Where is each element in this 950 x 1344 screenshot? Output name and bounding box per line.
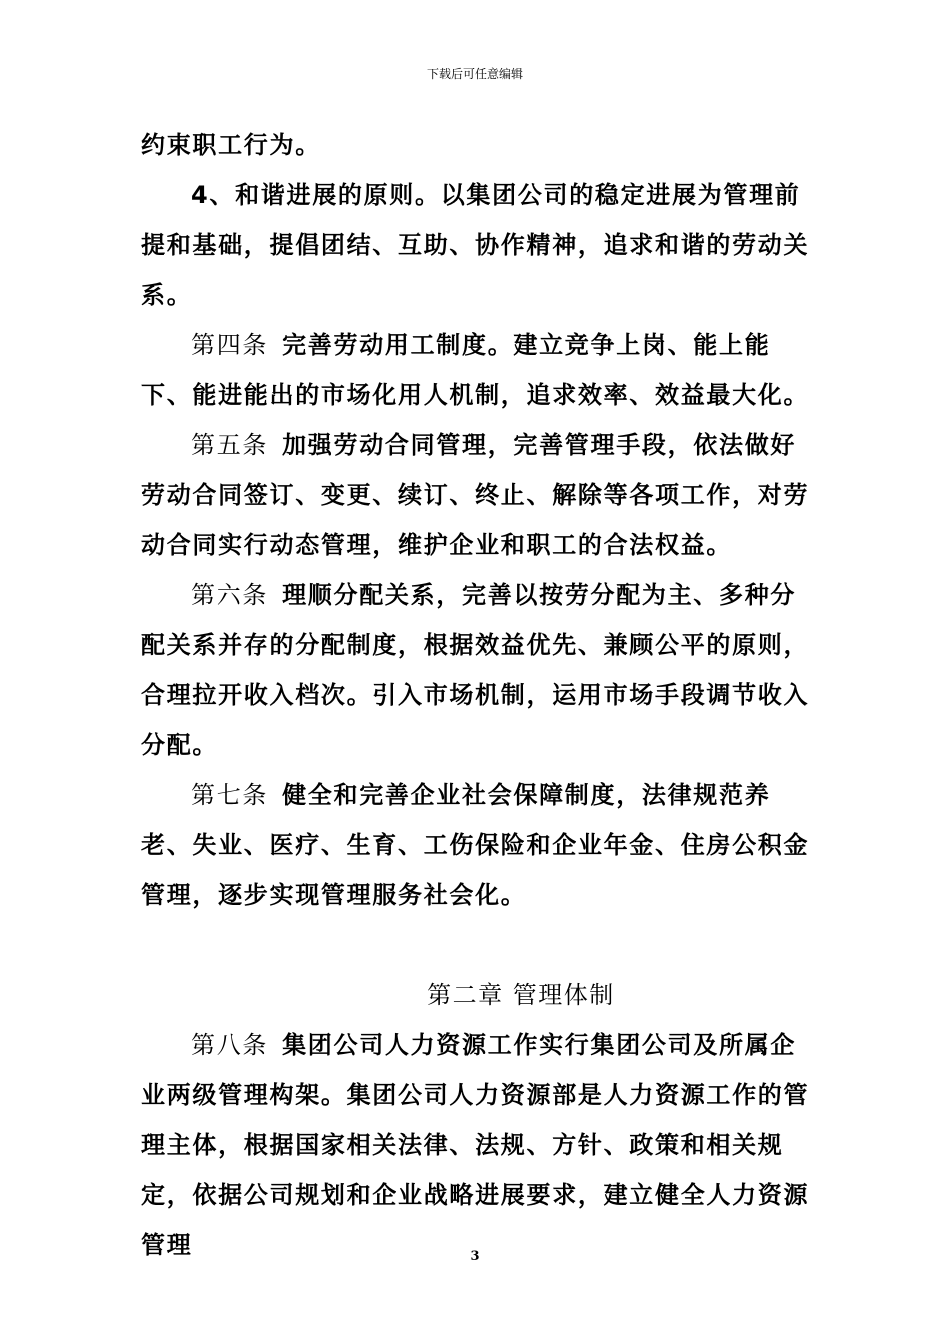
article-8 (141, 1020, 821, 1270)
article-4 (141, 320, 821, 420)
article-7-label: 第七条 (191, 781, 269, 809)
page-number: 3 (470, 1249, 480, 1264)
article-7-text: 健全和完善企业社会保障制度，法律规范养老、失业、医疗、生育、工伤保险和企业年金、住房公积金管理，逐步实现管理服务社会化。 (141, 781, 810, 909)
article-7 (141, 770, 821, 920)
article-6 (141, 570, 821, 770)
article-5-text: 加强劳动合同管理，完善管理手段，依法做好劳动合同签订、变更、续订、终止、解除等各项工作，对劳动合同实行动态管理，维护企业和职工的合法权益。 (141, 431, 810, 559)
paragraph-continuation: 约束职工行为。 (141, 131, 321, 159)
article-6-label: 第六条 (191, 581, 269, 609)
article-4-text: 完善劳动用工制度。建立竞争上岗、能上能下、能进能出的市场化用人机制，追求效率、效益最大化。 (141, 331, 810, 409)
article-8-text: 集团公司人力资源工作实行集团公司及所属企业两级管理构架。集团公司人力资源部是人力资源工作的管理主体，根据国家相关法律、法规、方针、政策和相关规定，依据公司规划和企业战略进展要求，建立健全人力资源管理 (141, 1031, 810, 1259)
article-8-label: 第八条 (191, 1031, 269, 1059)
article-5 (141, 420, 821, 570)
page-header: 下载后可任意编辑 (426, 67, 523, 81)
chapter-title: 第二章 管理体制 (427, 981, 615, 1009)
article-6-text: 理顺分配关系，完善以按劳分配为主、多种分配关系并存的分配制度，根据效益优先、兼顾公平的原则，合理拉开收入档次。引入市场机制，运用市场手段调节收入分配。 (141, 581, 810, 759)
paragraph-principle-4: 4、和谐进展的原则。以集团公司的稳定进展为管理前提和基础，提倡团结、互助、协作精神，追求和谐的劳动关系。 (141, 181, 810, 309)
article-4-label: 第四条 (191, 331, 269, 359)
document-body (141, 120, 821, 1270)
article-5-label: 第五条 (191, 431, 269, 459)
